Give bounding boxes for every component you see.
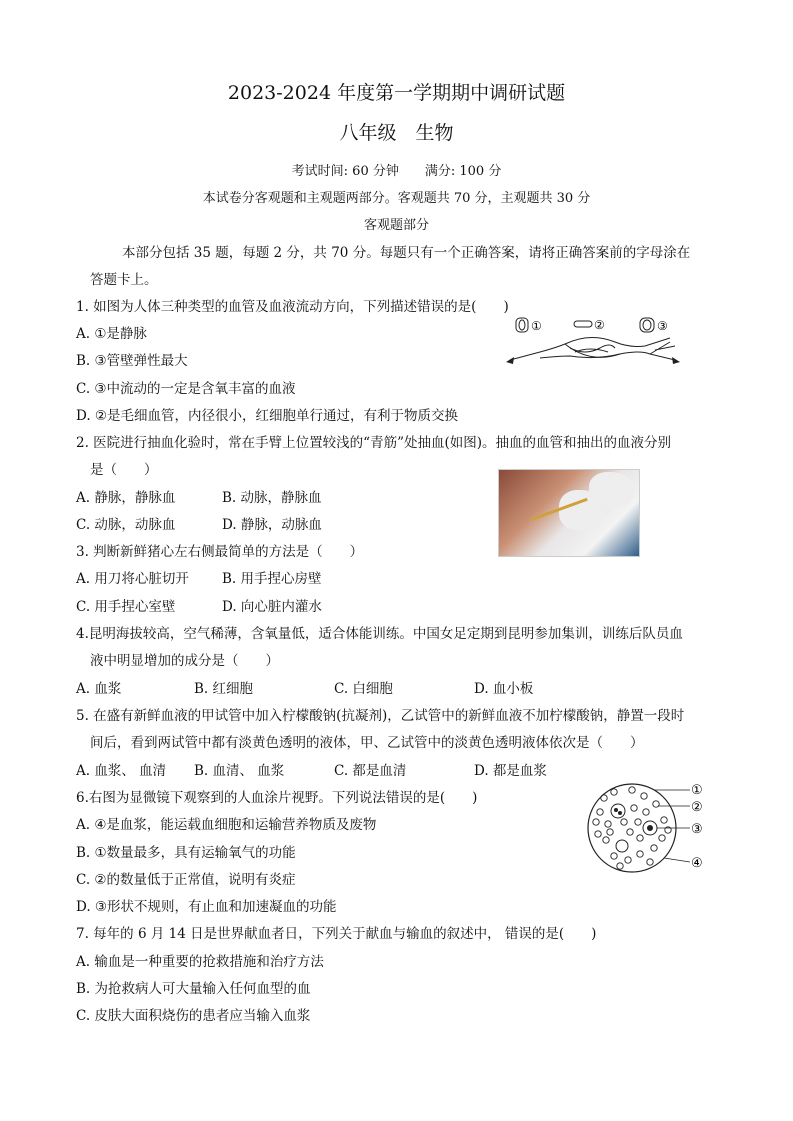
- q1-option-d: D. ②是毛细血管，内径很小，红细胞单行通过，有利于物质交换: [76, 408, 459, 424]
- q2-option-b: B. 动脉，静脉血: [222, 490, 322, 506]
- red-blood-cell-icon: [651, 845, 657, 851]
- red-blood-cell-icon: [625, 857, 631, 863]
- red-blood-cell-icon: [659, 835, 665, 841]
- q6-option-d: D. ③形状不规则，有止血和加速凝血的功能: [76, 899, 337, 915]
- red-blood-cell-icon: [661, 817, 667, 823]
- q7-stem: 7. 每年的 6 月 14 日是世界献血者日，下列关于献血与输血的叙述中， 错误的是( ): [76, 926, 597, 942]
- q5-stem-line-2: 间后，看到两试管中都有淡黄色透明的液体，甲、乙试管中的淡黄色透明液体依次是（ ）: [90, 735, 644, 751]
- red-blood-cell-icon: [647, 859, 653, 865]
- q5-option-b: B. 血清、 血浆: [194, 763, 285, 779]
- q5-option-d: D. 都是血浆: [474, 763, 547, 779]
- exam-info: 考试时间: 60 分钟 满分: 100 分: [291, 164, 502, 179]
- q7-option-c: C. 皮肤大面积烧伤的患者应当输入血浆: [76, 1008, 311, 1024]
- q1-stem: 1. 如图为人体三种类型的血管及血液流动方向，下列描述错误的是( ): [76, 299, 509, 315]
- red-blood-cell-icon: [641, 793, 647, 799]
- red-blood-cell-icon: [593, 819, 599, 825]
- red-blood-cell-icon: [621, 819, 627, 825]
- q4-option-c: C. 白细胞: [334, 681, 393, 697]
- exam-subtitle: 八年级 生物: [339, 122, 454, 144]
- q5-option-a: A. 血浆、 血清: [76, 763, 167, 779]
- q1-option-b: B. ③管壁弹性最大: [76, 353, 188, 369]
- red-blood-cell-icon: [597, 809, 603, 815]
- exam-title: 2023-2024 年度第一学期期中调研试题: [227, 82, 566, 104]
- red-blood-cell-icon: [629, 787, 635, 793]
- q4-option-a: A. 血浆: [76, 681, 122, 697]
- exam-structure: 本试卷分客观题和主观题两部分。客观题共 70 分，主观题共 30 分: [202, 191, 591, 206]
- red-blood-cell-icon: [643, 809, 649, 815]
- red-blood-cell-icon: [605, 821, 611, 827]
- blood-vessel-diagram: [500, 312, 690, 372]
- diagram-label-1: ①: [531, 319, 542, 333]
- blood-draw-photo: [498, 469, 640, 557]
- q4-stem-line-2: 液中明显增加的成分是（ ）: [90, 653, 279, 669]
- q4-option-d: D. 血小板: [474, 681, 534, 697]
- diagram-label-3: ③: [657, 319, 668, 333]
- red-blood-cell-icon: [637, 835, 643, 841]
- q6-option-b: B. ①数量最多，具有运输氧气的功能: [76, 845, 296, 861]
- q4-option-b: B. 红细胞: [194, 681, 254, 697]
- q6-option-c: C. ②的数量低于正常值，说明有炎症: [76, 872, 296, 888]
- q7-option-b: B. 为抢救病人可大量输入任何血型的血: [76, 981, 311, 997]
- instructions-line-1: 本部分包括 35 题，每题 2 分，共 70 分。每题只有一个正确答案，请将正确答案前的字母涂在: [122, 245, 691, 261]
- q3-option-b: B. 用手捏心房壁: [222, 571, 322, 587]
- smear-label-1: ①: [691, 783, 703, 798]
- red-blood-cell-icon: [617, 863, 623, 869]
- q2-option-a: A. 静脉，静脉血: [76, 490, 176, 506]
- q2-stem-line-1: 2. 医院进行抽血化验时，常在手臂上位置较浅的“青筋”处抽血(如图)。抽血的血管和抽出的血液分别: [76, 435, 672, 451]
- vessel-2-cross-section-icon: [574, 321, 592, 327]
- red-blood-cell-icon: [601, 795, 607, 801]
- red-blood-cell-icon: [607, 829, 613, 835]
- q4-stem-line-1: 4.昆明海拔较高，空气稀薄，含氧量低，适合体能训练。中国女足定期到昆明参加集训，训练后队员血: [76, 626, 683, 642]
- smear-label-4: ④: [691, 856, 703, 871]
- red-blood-cell-icon: [627, 829, 633, 835]
- q2-option-d: D. 静脉，动脉血: [222, 517, 322, 533]
- smear-label-3: ③: [691, 822, 703, 837]
- red-blood-cell-icon: [637, 851, 643, 857]
- red-blood-cell-icon: [611, 853, 617, 859]
- q1-option-a: A. ①是静脉: [76, 326, 147, 342]
- q3-option-c: C. 用手捏心室壁: [76, 599, 176, 615]
- section-heading: 客观题部分: [363, 218, 429, 233]
- q5-option-c: C. 都是血清: [334, 763, 407, 779]
- q3-option-a: A. 用刀将心脏切开: [76, 571, 189, 587]
- diagram-label-2: ②: [594, 318, 605, 332]
- q1-option-c: C. ③中流动的一定是含氧丰富的血液: [76, 381, 296, 397]
- q6-stem: 6.右图为显微镜下观察到的人血涂片视野。下列说法错误的是( ): [76, 790, 478, 806]
- instructions-line-2: 答题卡上。: [90, 272, 158, 288]
- q7-option-a: A. 输血是一种重要的抢救措施和治疗方法: [76, 954, 324, 970]
- red-blood-cell-icon: [635, 819, 641, 825]
- q2-option-c: C. 动脉，动脉血: [76, 517, 176, 533]
- red-blood-cell-icon: [611, 789, 617, 795]
- q3-stem: 3. 判断新鲜猪心左右侧最简单的方法是（ ）: [76, 544, 364, 560]
- blood-smear-diagram: [584, 778, 714, 878]
- red-blood-cell-icon: [631, 805, 637, 811]
- q5-stem-line-1: 5. 在盛有新鲜血液的甲试管中加入柠檬酸钠(抗凝剂)，乙试管中的新鲜血液不加柠檬酸钠，静置一段时: [76, 708, 685, 724]
- smear-label-2: ②: [691, 800, 703, 815]
- q2-stem-line-2: 是（ ）: [90, 462, 158, 478]
- red-blood-cell-icon: [595, 831, 601, 837]
- q6-option-a: A. ④是血浆，能运载血细胞和运输营养物质及废物: [76, 817, 377, 833]
- q3-option-d: D. 向心脏内灌水: [222, 599, 322, 615]
- red-blood-cell-icon: [603, 837, 609, 843]
